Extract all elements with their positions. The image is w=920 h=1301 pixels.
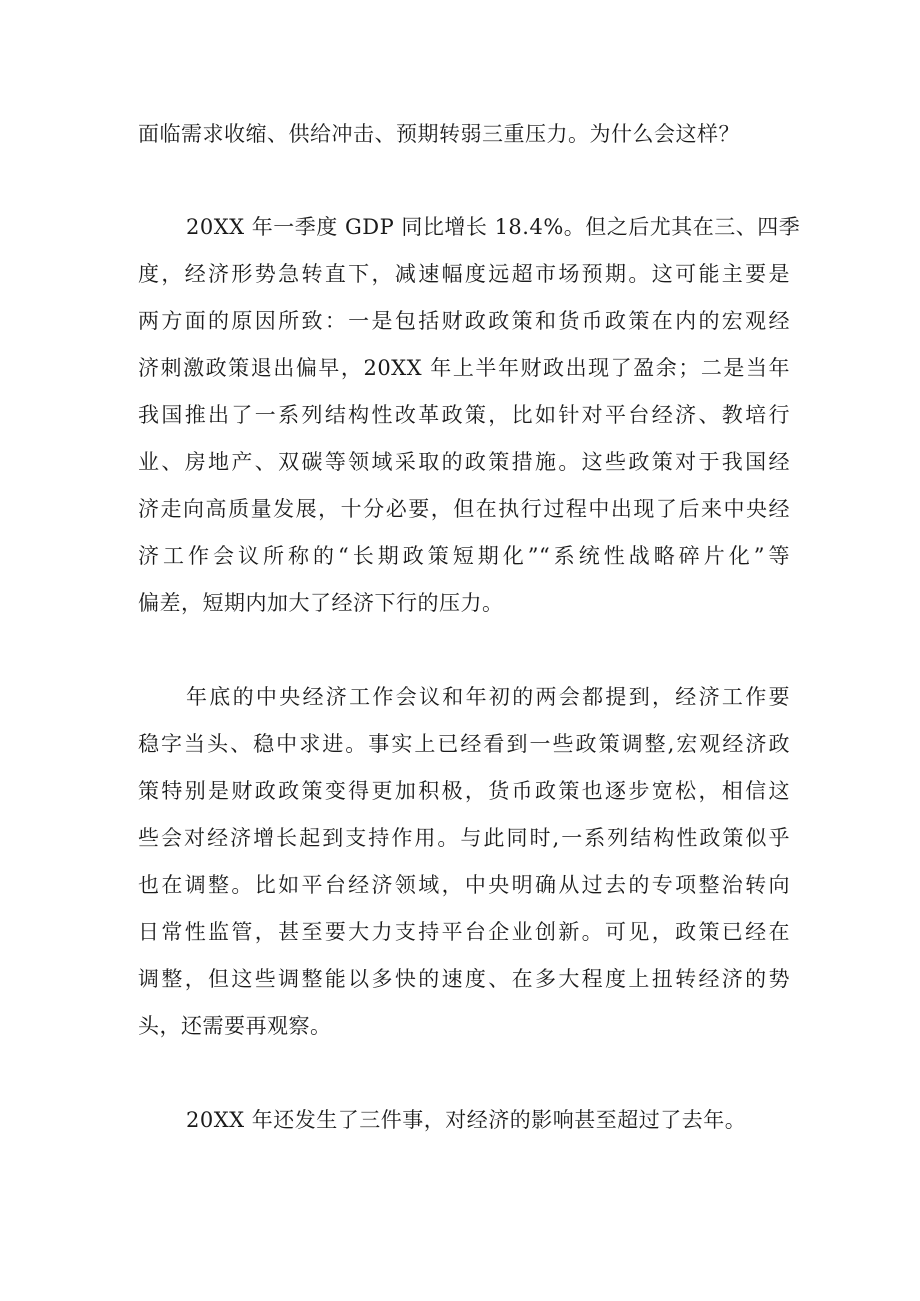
paragraph-2-line-8: 济工作会议所称的“长期政策短期化”“系统性战略碎片化”等 [138,544,790,568]
paragraph-2-line-2: 度，经济形势急转直下，减速幅度远超市场预期。这可能主要是 [138,262,790,286]
paragraph-3-line-7: 调整，但这些调整能以多快的速度、在多大程度上扭转经济的势 [138,967,790,991]
paragraph-3-line-3: 策特别是财政政策变得更加积极，货币政策也逐步宽松，相信这 [138,779,790,803]
paragraph-1-line-1: 面临需求收缩、供给冲击、预期转弱三重压力。为什么会这样？ [138,122,740,146]
paragraph-3-line-5: 也在调整。比如平台经济领域，中央明确从过去的专项整治转向 [138,873,790,897]
paragraph-2-line-7: 济走向高质量发展，十分必要，但在执行过程中出现了后来中央经 [138,497,790,521]
paragraph-2-line-4: 济刺激政策退出偏早，20XX 年上半年财政出现了盈余；二是当年 [138,356,790,380]
paragraph-2-line-5: 我国推出了一系列结构性改革政策，比如针对平台经济、教培行 [138,403,790,427]
paragraph-4-line-1: 20XX 年还发生了三件事，对经济的影响甚至超过了去年。 [186,1108,747,1132]
paragraph-3-line-8: 头，还需要再观察。 [138,1014,332,1038]
paragraph-3-line-1: 年底的中央经济工作会议和年初的两会都提到，经济工作要 [186,685,790,709]
paragraph-2-line-6: 业、房地产、双碳等领域采取的政策措施。这些政策对于我国经 [138,450,790,474]
paragraph-2-line-9: 偏差，短期内加大了经济下行的压力。 [138,591,504,615]
paragraph-2-line-1: 20XX 年一季度 GDP 同比增长 18.4%。但之后尤其在三、四季 [186,215,801,239]
paragraph-2-line-3: 两方面的原因所致：一是包括财政政策和货币政策在内的宏观经 [138,309,790,333]
paragraph-3-line-2: 稳字当头、稳中求进。事实上已经看到一些政策调整,宏观经济政 [138,732,790,756]
paragraph-3-line-6: 日常性监管，甚至要大力支持平台企业创新。可见，政策已经在 [138,920,790,944]
paragraph-3-line-4: 些会对经济增长起到支持作用。与此同时,一系列结构性政策似乎 [138,826,790,850]
